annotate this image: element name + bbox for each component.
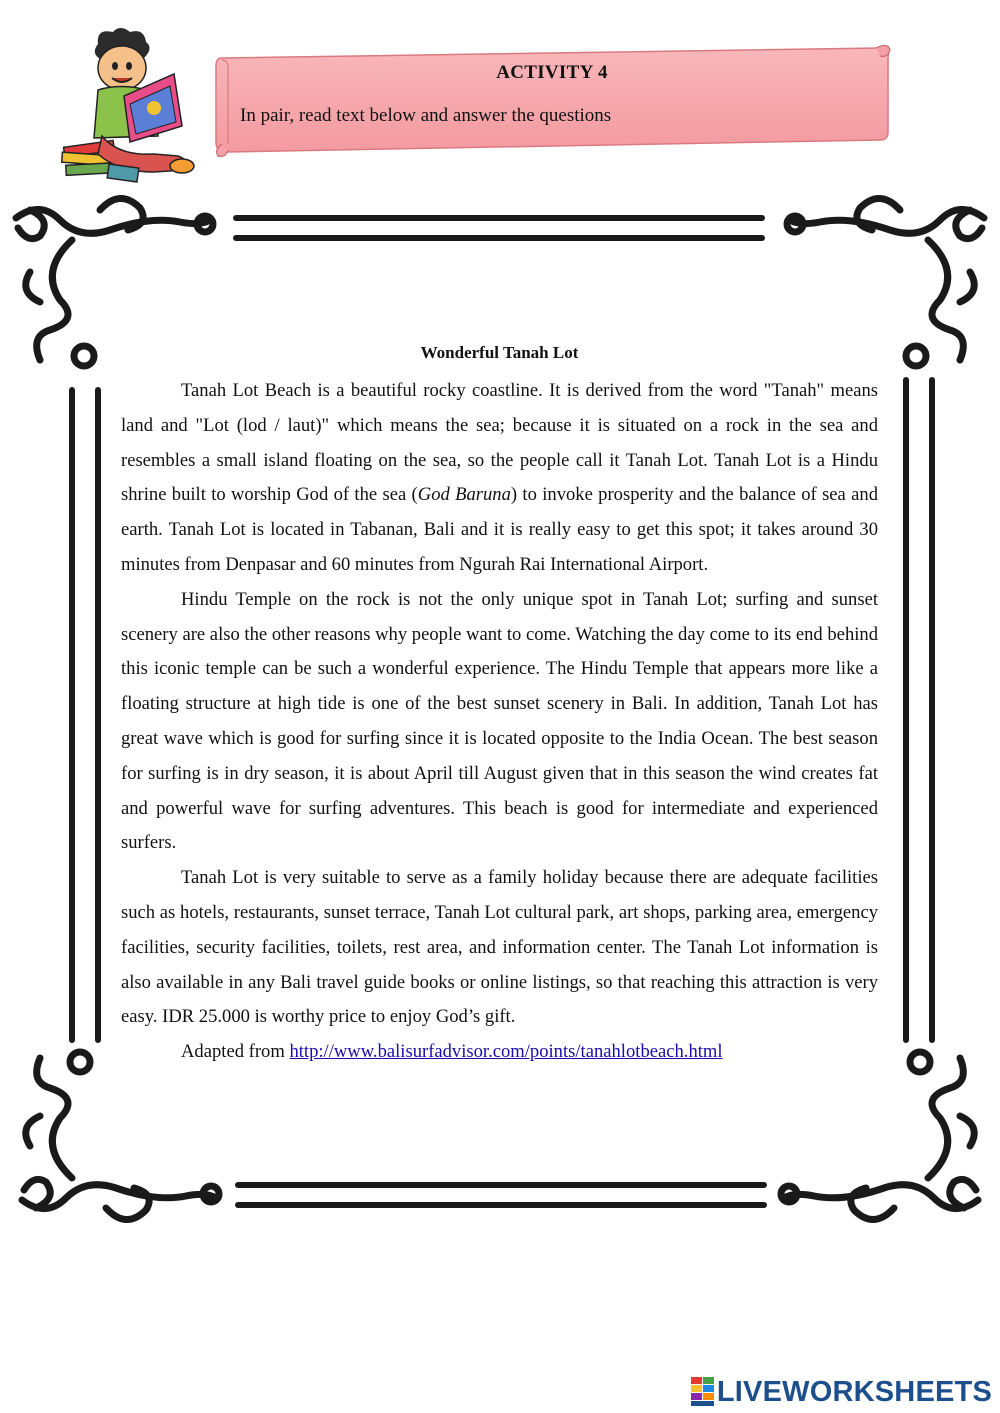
brand-name: LIVEWORKSHEETS xyxy=(716,1375,992,1408)
reading-text xyxy=(121,340,878,1070)
source-citation xyxy=(121,1035,878,1070)
activity-title: ACTIVITY 4 xyxy=(496,62,608,83)
paragraph-1-italic: God Baruna xyxy=(417,484,511,506)
paragraph-1-text-end: ) to invoke prosperity and the balance of sea and earth. Tanah Lot is located in Tabanan, Bali and it is really easy to get this spot; it takes around 30 minutes from Denpasar and 60 minutes from Ngurah Rai International Airport. xyxy=(121,484,878,575)
activity-instruction: In pair, read text below and answer the questions xyxy=(240,105,612,126)
paragraph-1 xyxy=(121,374,878,583)
source-link[interactable]: http://www.balisurfadvisor.com/points/tanahlotbeach.html xyxy=(289,1041,723,1063)
liveworksheets-brand xyxy=(691,1374,992,1410)
reading-kid-illustration xyxy=(58,26,198,186)
liveworksheets-logo-icon xyxy=(691,1377,715,1407)
scroll-banner-shape xyxy=(212,40,892,160)
reading-title: Wonderful Tanah Lot xyxy=(420,343,579,362)
paragraph-3: Tanah Lot is very suitable to serve as a family holiday because there are adequate facilities such as hotels, restaurants, sunset terrace, Tanah Lot cultural park, art shops, parking area, emergency facilities, security facilities, toilets, rest area, and information center. The Tanah Lot information is also available in any Bali travel guide books or online listings, so that reaching this attraction is very easy. IDR 25.000 is worthy price to enjoy God’s gift. xyxy=(121,867,878,1028)
activity-banner xyxy=(212,40,892,160)
source-prefix: Adapted from xyxy=(181,1041,290,1063)
paragraph-2: Hindu Temple on the rock is not the only unique spot in Tanah Lot; surfing and sunset scenery are also the other reasons why people want to come. Watching the day come to its end behind this iconic temple can be such a wonderful experience. The Hindu Temple that appears more like a floating structure at high tide is one of the best sunset scenery in Bali. In addition, Tanah Lot has great wave which is good for surfing since it is located opposite to the India Ocean. The best season for surfing is in dry season, it is about April till August given that in this season the wind creates fat and powerful wave for surfing adventures. This beach is good for intermediate and experienced surfers. xyxy=(121,588,878,854)
paragraph-1-text: Tanah Lot Beach is a beautiful rocky coastline. It is derived from the word "Tanah" means land and "Lot (lod / laut)" which means the sea; because it is situated on a rock in the sea and resembles a small island floating on the sea, so the people call it Tanah Lot. Tanah Lot is a Hindu shrine built to worship God of the sea ( xyxy=(121,380,878,506)
